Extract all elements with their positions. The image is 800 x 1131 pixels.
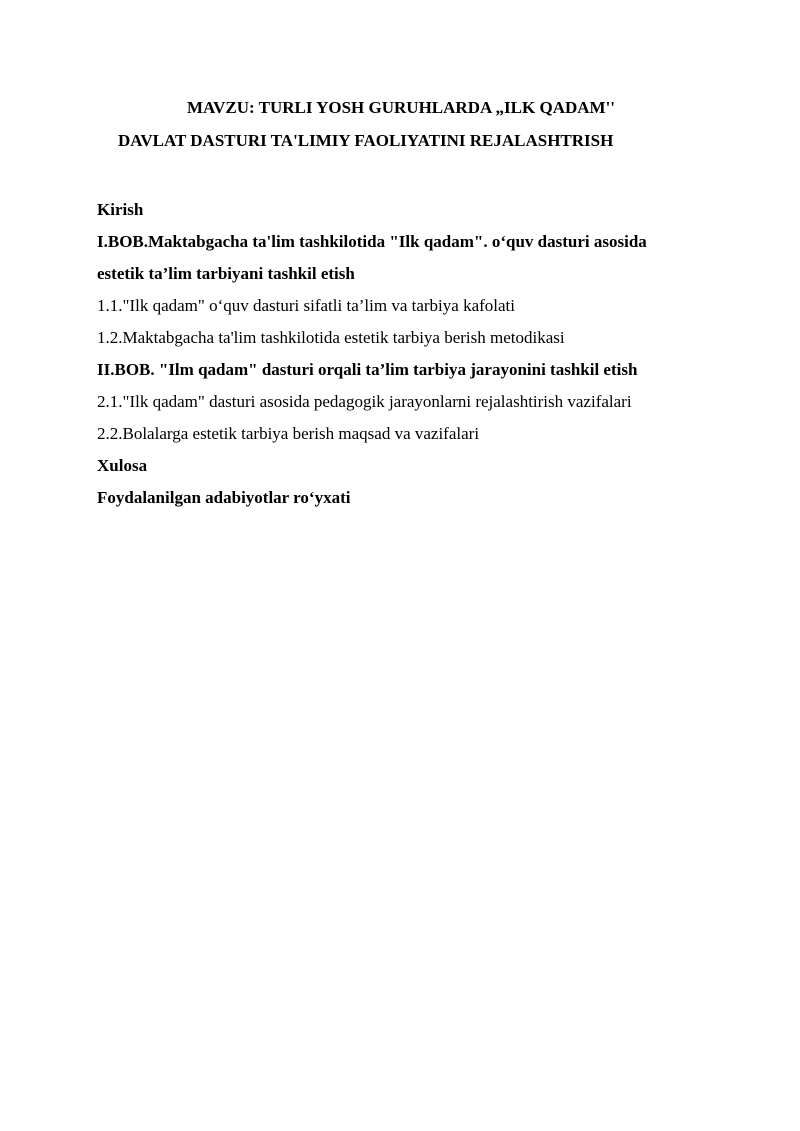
toc-item-introduction: Kirish	[97, 200, 144, 219]
document-title-line-2: DAVLAT DASTURI TA'LIMIY FAOLIYATINI REJALASHTRISH	[118, 131, 614, 150]
toc-item-chapter-1-line-2: estetik ta’lim tarbiyani tashkil etish	[97, 264, 355, 283]
toc-item-chapter-1-line-1: I.BOB.Maktabgacha ta'lim tashkilotida "Ilk qadam". o‘quv dasturi asosida	[97, 232, 647, 251]
toc-item-section-1-1: 1.1."Ilk qadam" o‘quv dasturi sifatli ta’lim va tarbiya kafolati	[97, 296, 515, 315]
table-of-contents	[97, 194, 717, 514]
toc-item-conclusion: Xulosa	[97, 456, 148, 475]
toc-item-section-1-2: 1.2.Maktabgacha ta'lim tashkilotida estetik tarbiya berish metodikasi	[97, 328, 565, 347]
toc-item-references: Foydalanilgan adabiyotlar ro‘yxati	[97, 488, 351, 507]
toc-item-section-2-1: 2.1."Ilk qadam" dasturi asosida pedagogik jarayonlarni rejalashtirish vazifalari	[97, 392, 632, 411]
document-title-line-1: MAVZU: TURLI YOSH GURUHLARDA „ILK QADAM''	[187, 98, 616, 117]
toc-item-chapter-2: II.BOB. "Ilm qadam" dasturi orqali ta’lim tarbiya jarayonini tashkil etish	[97, 360, 638, 379]
toc-item-section-2-2: 2.2.Bolalarga estetik tarbiya berish maqsad va vazifalari	[97, 424, 480, 443]
